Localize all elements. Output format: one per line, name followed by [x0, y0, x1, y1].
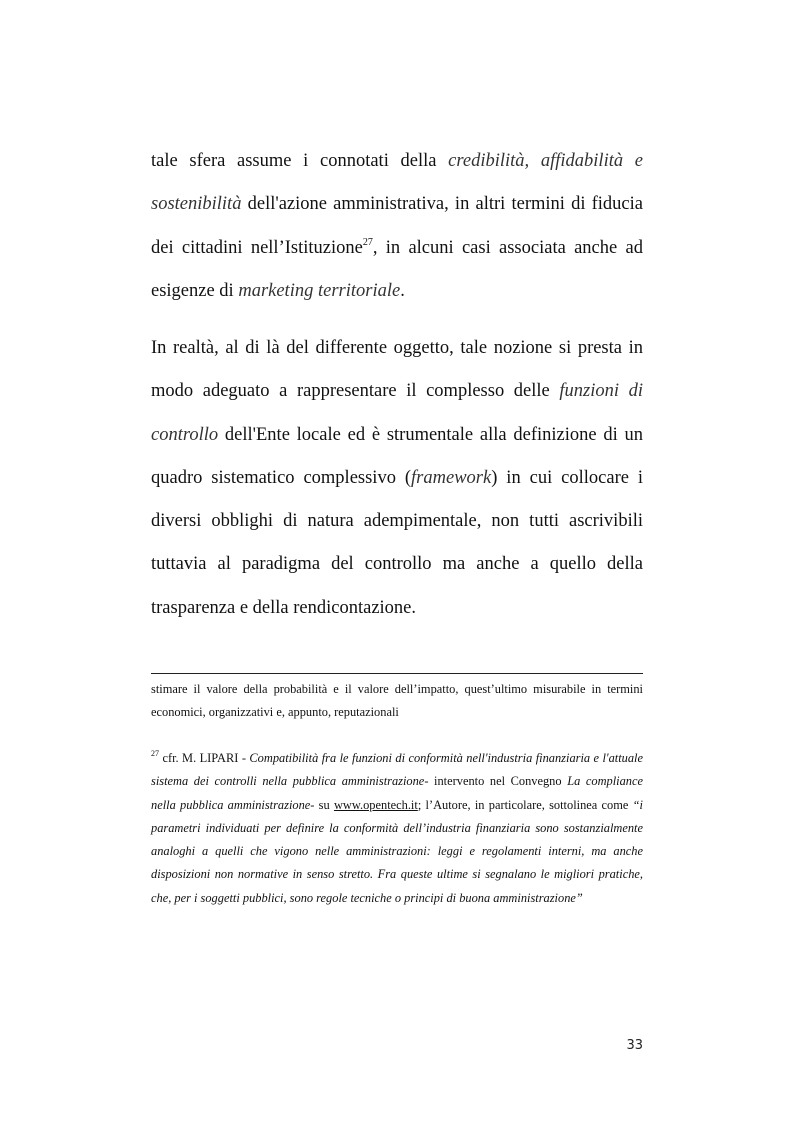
body-paragraph-1	[151, 140, 643, 313]
page-number: 33	[626, 1038, 643, 1053]
para2-italic-2: framework	[411, 467, 492, 488]
fn27-text-1: cfr. M. LIPARI -	[159, 751, 250, 765]
fn27-italic-1: Compatibilità fra le funzioni di conformità nell'industria finanziaria e l'attuale sistema dei controlli nella pubblica amministrazione	[151, 751, 643, 789]
footnote-ref-27[interactable]: 27	[362, 236, 373, 248]
para1-text-4: .	[400, 280, 405, 301]
fn27-text-4: ; l’Autore, in particolare, sottolinea come	[417, 797, 633, 812]
fn27-quote: “i parametri individuati per definire la conformità dell’industria finanziaria sono sostanzialmente analoghi a quelli che vigono nelle amministrazioni: leggi e regolamenti interni, ma anche disposizioni non normative in senso stretto. Fra queste ultime si segnalano le migliori pratiche, che, per i soggetti pubblici, sono regole tecniche o principi di buona amministrazione”	[151, 797, 643, 905]
footnote-27	[151, 747, 643, 910]
para2-italic-1: funzioni di controllo	[151, 381, 643, 445]
footnote-continuation-text: stimare il valore della probabilità e il valore dell’impatto, quest’ultimo misurabile in termini economici, organizzativi e, appunto, reputazionali	[151, 682, 643, 720]
footnote-continuation	[151, 678, 643, 725]
fn27-text-2: - intervento nel Convegno	[424, 774, 568, 789]
para2-text-3: ) in cui collocare i diversi obblighi di natura adempimentale, non tutti ascrivibili tuttavia al paradigma del controllo ma anche a quello della trasparenza e della rendicontazione.	[151, 467, 644, 618]
footnote-separator	[151, 673, 643, 674]
para1-text-1: tale sfera assume i connotati della	[151, 151, 449, 171]
body-paragraph-2	[151, 327, 643, 630]
footnote-number: 27	[151, 749, 159, 758]
para1-italic-2: marketing territoriale	[238, 280, 401, 301]
para1-italic-1: credibilità, affidabilità e sostenibilità	[151, 151, 643, 215]
para2-text-2: dell'Ente locale ed è strumentale alla definizione di un quadro sistematico complessivo (	[151, 424, 643, 488]
fn27-italic-2: La compliance nella pubblica amministrazione	[151, 774, 643, 812]
para2-text-1: In realtà, al di là del differente oggetto, tale nozione si presta in modo adeguato a rappresentare il complesso delle	[151, 338, 643, 402]
opentech-link[interactable]: www.opentech.it	[333, 797, 418, 812]
fn27-text-3: - su	[310, 797, 334, 812]
para1-text-3: , in alcuni casi associata anche ad esigenze di	[151, 237, 643, 301]
para1-text-2: dell'azione amministrativa, in altri termini di fiducia dei cittadini nell’Istituzione	[151, 194, 643, 258]
